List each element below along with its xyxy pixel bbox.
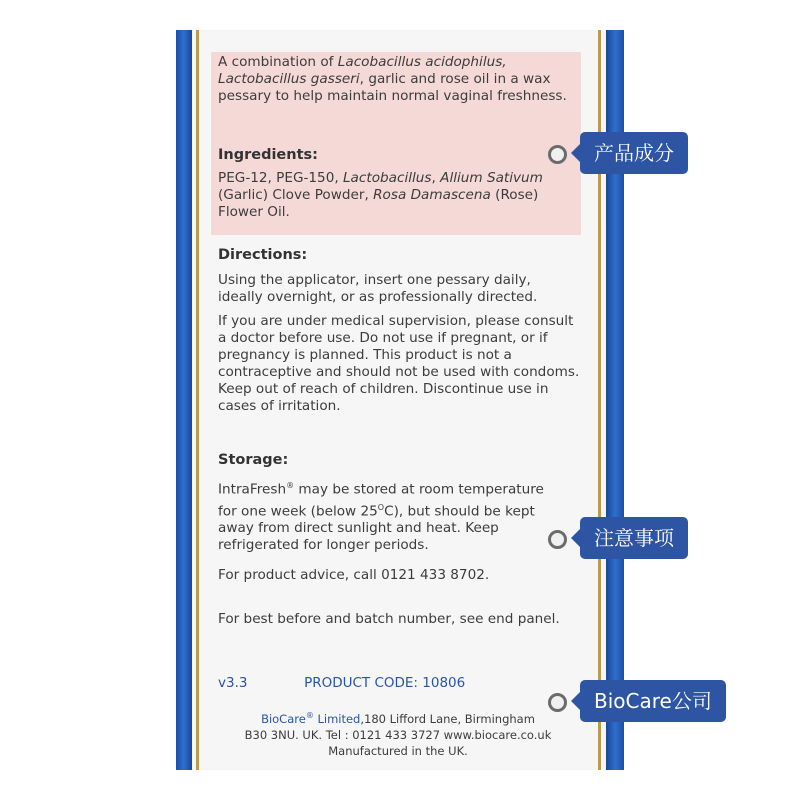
- footer-line-1: [218, 708, 578, 727]
- storage-heading: Storage:: [218, 452, 289, 468]
- footer-line-3: Manufactured in the UK.: [328, 743, 468, 758]
- ingredients-part: PEG-12, PEG-150,: [218, 170, 343, 186]
- ingredients-italic: Allium Sativum: [440, 170, 543, 186]
- company-marker-dot: [548, 693, 567, 712]
- intro-species-1: Lacobacillus acidophilus,: [337, 54, 507, 70]
- directions-text-2: If you are under medical supervision, please consult a doctor before use. Do not use if pregnant, or if pregnancy is planned. This product is not a contraceptive and should not be used with condoms. Keep out of reach of children. Discontinue use in cases of irritation.: [218, 313, 580, 414]
- left-blue-stripe: [176, 30, 192, 770]
- ingredients-heading: Ingredients:: [218, 147, 318, 163]
- ingredients-part: (Garlic) Clove Powder,: [218, 187, 374, 203]
- footer-address: ,180 Lifford Lane, Birmingham: [360, 711, 535, 726]
- directions-text-1: Using the applicator, insert one pessary daily, ideally overnight, or as professionally directed.: [218, 272, 538, 305]
- product-advice: For product advice, call 0121 433 8702.: [218, 567, 490, 583]
- ingredients-italic: Rosa Damascena: [373, 187, 491, 203]
- version-label: v3.3: [218, 675, 248, 691]
- ingredients-tag: 产品成分: [580, 132, 688, 174]
- degree-mark: O: [377, 502, 385, 512]
- footer-registered-mark: ®: [305, 711, 314, 720]
- intro-text: [218, 54, 590, 105]
- notes-tag: 注意事项: [580, 517, 688, 559]
- ingredients-italic: Lactobacillus: [342, 170, 432, 186]
- version-code-line: [218, 675, 465, 691]
- footer-limited: Limited: [313, 711, 361, 726]
- registered-mark: ®: [286, 481, 295, 490]
- intro-rest: , garlic and rose oil in a wax pessary to help maintain normal vaginal freshness.: [218, 71, 567, 104]
- storage-text: [218, 477, 563, 554]
- ingredients-part: (Rose) Flower Oil.: [218, 187, 539, 220]
- company-tag: BioCare公司: [580, 680, 726, 722]
- storage-brand: IntraFresh: [218, 481, 287, 498]
- storage-part: C), but should be kept away from direct sunlight and heat. Keep refrigerated for longer periods.: [218, 503, 535, 554]
- left-gold-line: [196, 30, 199, 770]
- storage-part: may be stored at room temperature for one week (below 25: [218, 481, 544, 520]
- footer-brand: BioCare: [261, 711, 306, 726]
- best-before-note: For best before and batch number, see end panel.: [218, 611, 560, 627]
- intro-part: A combination of: [218, 54, 338, 70]
- ingredients-text: [218, 170, 563, 221]
- ingredients-part: ,: [431, 170, 441, 186]
- ingredients-marker-dot: [548, 145, 567, 164]
- footer-line-2: B30 3NU. UK. Tel : 0121 433 3727 www.biocare.co.uk: [244, 727, 552, 742]
- product-code: PRODUCT CODE: 10806: [304, 675, 466, 691]
- notes-marker-dot: [548, 530, 567, 549]
- intro-species-2: Lactobacillus gasseri: [218, 71, 360, 87]
- directions-heading: Directions:: [218, 247, 308, 263]
- company-footer: [218, 708, 578, 759]
